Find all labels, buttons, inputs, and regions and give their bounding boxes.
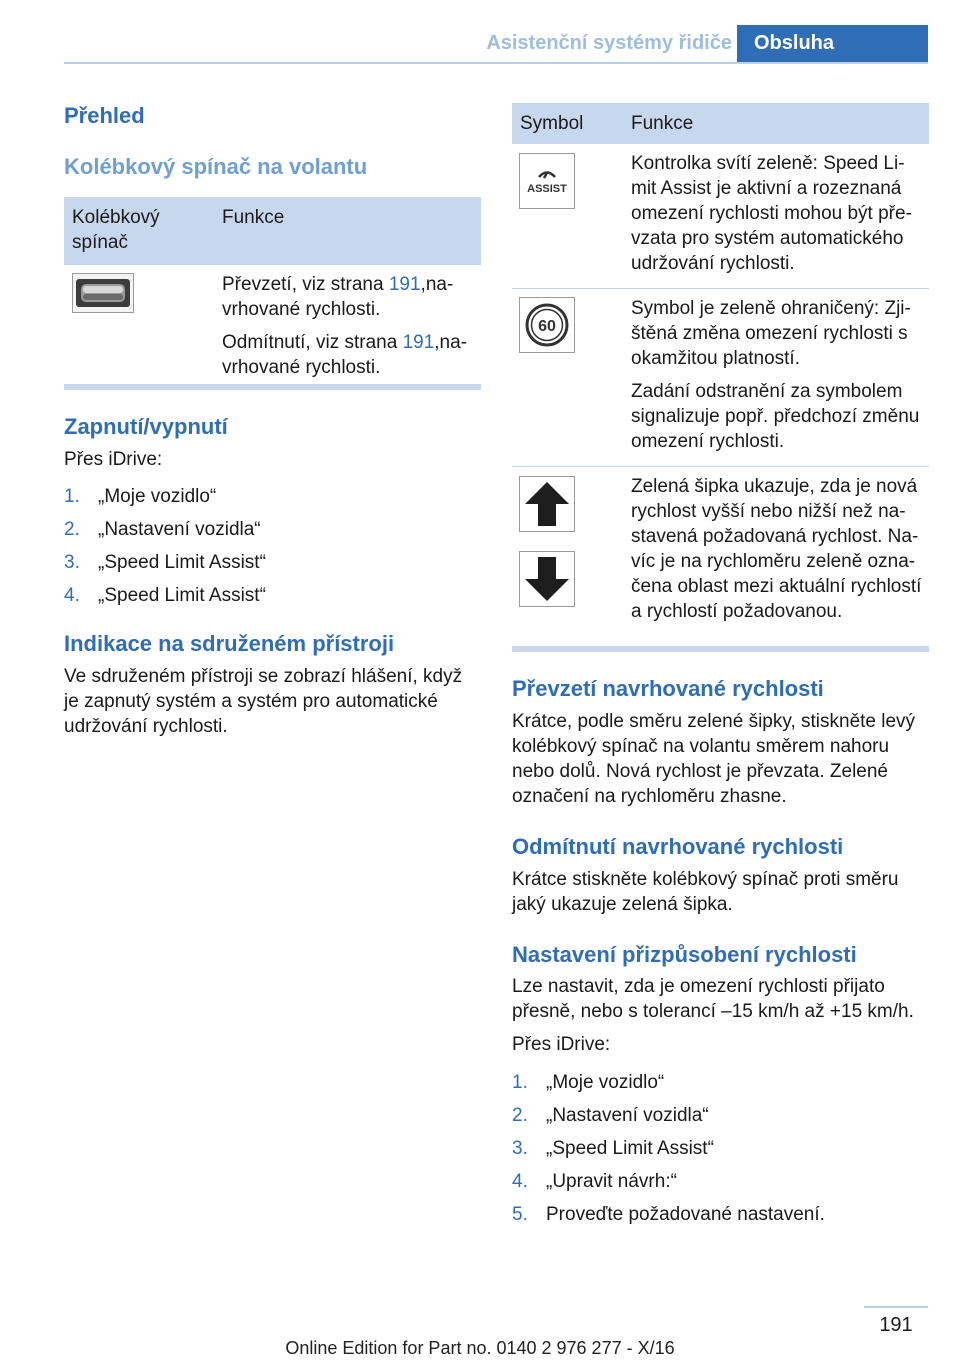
heading-on-off: Zapnutí/vypnutí (64, 414, 228, 439)
assist-description: Kontrolka svítí zeleně: Speed Limit Assist je aktivní a rozeznaná omezení rychlosti mohou být převzata pro systém automatického udržování rychlosti. (631, 153, 912, 274)
symbol-table (512, 103, 929, 636)
heading-rocker-switch: Kolébkový spínač na volantu (64, 154, 368, 179)
svg-text:60: 60 (538, 318, 556, 335)
page-link[interactable]: 191 (402, 332, 435, 353)
arrow-up-icon (519, 476, 575, 532)
symbol-table-col1-header: Symbol (512, 103, 623, 144)
header-tab: Obsluha (737, 25, 928, 62)
header-section-title: Asistenční systémy řidiče (486, 32, 732, 54)
page-number: 191 (879, 1314, 913, 1336)
indication-text: Ve sdruženém přístroji se zobrazí hlášení, když je zapnutý systém a systém pro automatické udržování rychlosti. (64, 666, 463, 737)
list-item: 2. „Nastavení vozidla“ (64, 519, 261, 540)
list-item: 1. „Moje vozidlo“ (512, 1072, 665, 1093)
rocker-table-col1-header: Kolébkový spínač (64, 197, 214, 265)
svg-text:ASSIST: ASSIST (527, 183, 567, 195)
list-item: 3. „Speed Limit Assist“ (512, 1138, 714, 1159)
rocker-reject-text: Odmítnutí, viz strana 191,navrhované rychlosti. (222, 332, 468, 378)
symbol-table-bottom-rule (512, 646, 929, 652)
header-rule (64, 62, 928, 64)
speed-limit-description: Symbol je zeleně ohraničený: Zjištěná změna omezení rychlosti s okamžitou platností. (631, 298, 911, 369)
speed-limit-60-icon (519, 297, 575, 353)
footer-edition: Online Edition for Part no. 0140 2 976 277 - X/16 (285, 1338, 675, 1358)
adjust-text: Lze nastavit, zda je omezení rychlosti přijato přesně, nebo s tolerancí –15 km/h až +15 km/h. (512, 976, 914, 1022)
table-row (512, 144, 929, 288)
accept-text: Krátce, podle směru zelené šipky, stiskněte levý kolébkový spínač na volantu směrem nahoru nebo dolů. Nová rychlost je převzata. Zelené označení na rychloměru zhasne. (512, 711, 916, 807)
heading-indication: Indikace na sdruženém přístroji (64, 631, 395, 656)
table-row (512, 467, 929, 636)
arrow-down-icon (519, 551, 575, 607)
table-row (512, 289, 929, 466)
rocker-table (64, 197, 481, 392)
adjust-steps (512, 1070, 929, 1227)
rocker-switch-icon (72, 273, 134, 313)
rocker-table-bottom-rule (64, 384, 481, 390)
footer-rule (864, 1306, 928, 1308)
list-item: 1. „Moje vozidlo“ (64, 486, 217, 507)
list-item: 4. „Upravit návrh:“ (512, 1171, 677, 1192)
on-off-steps (64, 484, 481, 608)
speed-limit-note: Zadání odstranění za symbolem signalizuje popř. předchozí změnu omezení rychlosti. (631, 381, 920, 452)
page-link[interactable]: 191 (388, 274, 421, 295)
heading-accept: Převzetí navrhované rychlosti (512, 676, 824, 701)
rocker-accept-text: Převzetí, viz strana 191,navrhované rychlosti. (222, 274, 454, 320)
assist-indicator-icon (519, 153, 575, 209)
symbol-table-col2-header: Funkce (623, 103, 929, 144)
reject-text: Krátce stiskněte kolébkový spínač proti směru jaký ukazuje zelená šipka. (512, 869, 899, 915)
rocker-table-col2-header: Funkce (214, 197, 481, 265)
adjust-intro: Přes iDrive: (512, 1034, 611, 1055)
list-item: 4. „Speed Limit Assist“ (64, 585, 266, 606)
list-item: 3. „Speed Limit Assist“ (64, 552, 266, 573)
heading-adjust: Nastavení přizpůsobení rychlosti (512, 942, 857, 967)
on-off-intro: Přes iDrive: (64, 449, 163, 470)
list-item: 2. „Nastavení vozidla“ (512, 1105, 709, 1126)
heading-reject: Odmítnutí navrhované rychlosti (512, 834, 844, 859)
heading-overview: Přehled (64, 103, 145, 128)
list-item: 5. Proveďte požadované nastavení. (512, 1204, 825, 1225)
arrow-description: Zelená šipka ukazuje, zda je nová rychlost vyšší nebo nižší než nastavená požadovaná rychlost. Navíc je na rychloměru zeleně označena oblast mezi aktuální rychlostí a rychlostí požadovanou. (631, 476, 922, 622)
